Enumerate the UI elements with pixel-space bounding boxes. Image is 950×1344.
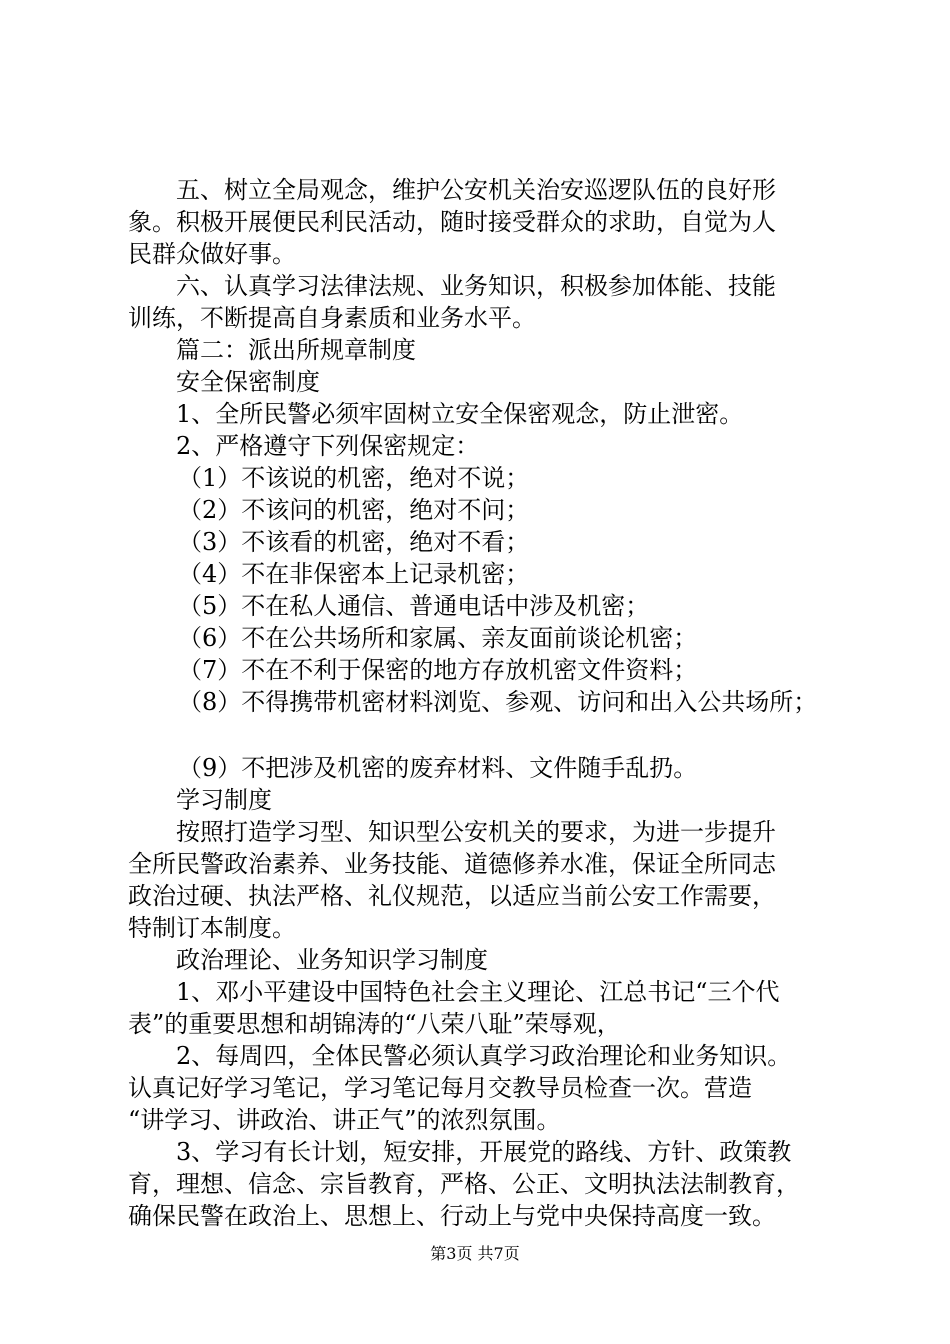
- subsection-heading: 政治理论、业务知识学习制度: [176, 946, 488, 974]
- paragraph-line: 全所民警政治素养、业务技能、道德修养水准，保证全所同志: [128, 850, 776, 878]
- list-item: （2）不该问的机密，绝对不问；: [178, 496, 530, 524]
- subsection-heading: 安全保密制度: [176, 368, 320, 396]
- paragraph-line: 认真记好学习笔记，学习笔记每月交教导员检查一次。营造: [128, 1074, 752, 1102]
- paragraph-line: 2、每周四，全体民警必须认真学习政治理论和业务知识。: [176, 1042, 792, 1070]
- list-item: （9）不把涉及机密的废弃材料、文件随手乱扔。: [178, 754, 698, 782]
- list-item: （7）不在不利于保密的地方存放机密文件资料；: [178, 656, 698, 684]
- subsection-heading: 学习制度: [176, 786, 272, 814]
- paragraph-line: 六、认真学习法律法规、业务知识，积极参加体能、技能: [176, 272, 776, 300]
- paragraph-line: 按照打造学习型、知识型公安机关的要求，为进一步提升: [176, 818, 776, 846]
- paragraph-line: 五、树立全局观念，维护公安机关治安巡逻队伍的良好形: [176, 176, 776, 204]
- line-gap: [128, 718, 843, 752]
- paragraph-line: 2、严格遵守下列保密规定：: [176, 432, 480, 460]
- paragraph-line: 3、学习有长计划，短安排，开展党的路线、方针、政策教: [176, 1138, 792, 1166]
- paragraph-line: 特制订本制度。: [128, 914, 296, 942]
- paragraph-line: 民群众做好事。: [128, 240, 296, 268]
- paragraph-line: 确保民警在政治上、思想上、行动上与党中央保持高度一致。: [128, 1202, 776, 1230]
- list-item: （5）不在私人通信、普通电话中涉及机密；: [178, 592, 650, 620]
- list-item: （4）不在非保密本上记录机密；: [178, 560, 530, 588]
- paragraph-line: 政治过硬、执法严格、礼仪规范，以适应当前公安工作需要，: [128, 882, 776, 910]
- list-item: （1）不该说的机密，绝对不说；: [178, 464, 530, 492]
- section-heading: 篇二：派出所规章制度: [176, 336, 416, 364]
- paragraph-line: 训练，不断提高自身素质和业务水平。: [128, 304, 536, 332]
- paragraph-line: 育，理想、信念、宗旨教育，严格、公正、文明执法法制教育，: [128, 1170, 800, 1198]
- document-body: [128, 174, 843, 1232]
- paragraph-line: 1、全所民警必须牢固树立安全保密观念，防止泄密。: [176, 400, 744, 428]
- list-item: （8）不得携带机密材料浏览、参观、访问和出入公共场所；: [178, 688, 818, 716]
- page-number-footer: 第3页 共7页: [430, 1244, 520, 1263]
- list-item: （3）不该看的机密，绝对不看；: [178, 528, 530, 556]
- paragraph-line: 表”的重要思想和胡锦涛的“八荣八耻”荣辱观，: [128, 1010, 621, 1038]
- paragraph-line: 1、邓小平建设中国特色社会主义理论、江总书记“三个代: [176, 978, 780, 1006]
- paragraph-line: “讲学习、讲政治、讲正气”的浓烈氛围。: [128, 1106, 561, 1134]
- paragraph-line: 象。积极开展便民利民活动，随时接受群众的求助，自觉为人: [128, 208, 776, 236]
- list-item: （6）不在公共场所和家属、亲友面前谈论机密；: [178, 624, 698, 652]
